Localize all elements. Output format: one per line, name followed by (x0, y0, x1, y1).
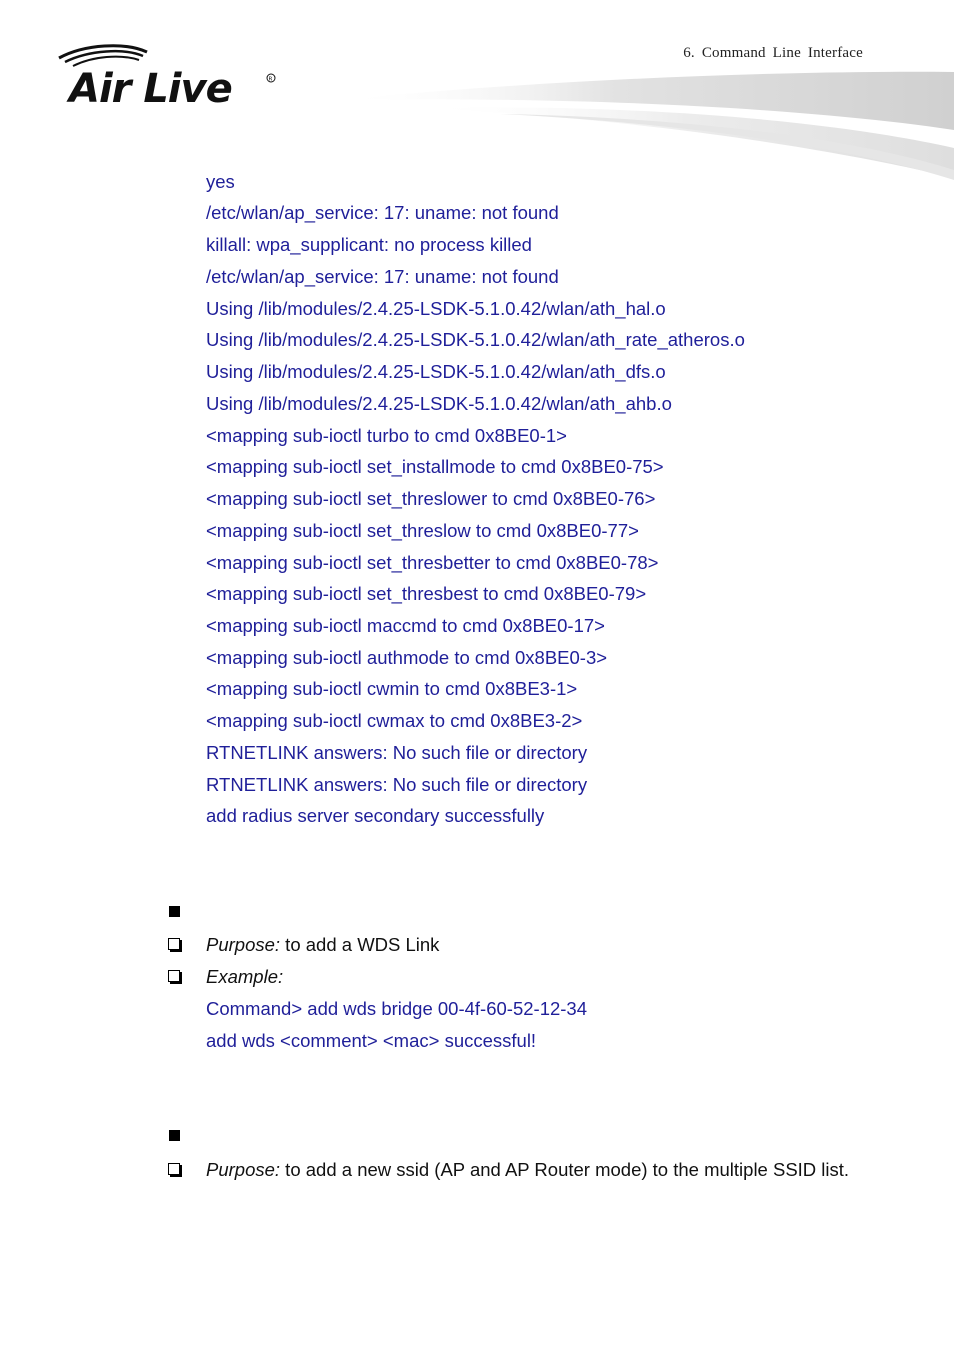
square-bullet-icon (169, 906, 180, 917)
purpose-text: to add a WDS Link (280, 934, 440, 955)
output-line: <mapping sub-ioctl set_installmode to cmd 0x8BE0-75> (206, 456, 664, 477)
purpose-line (206, 1159, 856, 1181)
example-command-line: Command> add wds bridge 00-4f-60-52-12-34 (206, 998, 588, 1019)
checkbox-bullet-icon (168, 938, 180, 950)
checkbox-bullet-icon (168, 970, 180, 982)
purpose-line (206, 934, 439, 956)
output-line: <mapping sub-ioctl set_thresbest to cmd 0x8BE0-79> (206, 583, 647, 604)
output-line: Using /lib/modules/2.4.25-LSDK-5.1.0.42/wlan/ath_rate_atheros.o (206, 329, 745, 350)
output-line: RTNETLINK answers: No such file or directory (206, 774, 588, 795)
output-line: <mapping sub-ioctl set_threslow to cmd 0x8BE0-77> (206, 520, 639, 541)
example-line (206, 966, 283, 988)
example-label: Example: (206, 966, 284, 987)
output-line: <mapping sub-ioctl cwmin to cmd 0x8BE3-1> (206, 678, 578, 699)
output-line: <mapping sub-ioctl authmode to cmd 0x8BE0-3> (206, 647, 608, 668)
output-line: yes (206, 171, 235, 192)
purpose-text: to add a new ssid (AP and AP Router mode) to the multiple SSID list. (280, 1159, 850, 1180)
output-line: Using /lib/modules/2.4.25-LSDK-5.1.0.42/wlan/ath_ahb.o (206, 393, 672, 414)
svg-text:Air Live: Air Live (69, 66, 232, 110)
checkbox-bullet-icon (168, 1163, 180, 1175)
example-output-line: add wds <comment> <mac> successful! (206, 1030, 537, 1051)
purpose-label: Purpose: (206, 1159, 281, 1180)
svg-text:R: R (268, 76, 273, 83)
output-line: <mapping sub-ioctl set_thresbetter to cmd 0x8BE0-78> (206, 552, 659, 573)
square-bullet-icon (169, 1130, 180, 1141)
output-line: RTNETLINK answers: No such file or directory (206, 742, 588, 763)
output-line: add radius server secondary successfully (206, 805, 545, 826)
output-line: killall: wpa_supplicant: no process killed (206, 234, 532, 255)
output-line: <mapping sub-ioctl cwmax to cmd 0x8BE3-2> (206, 710, 583, 731)
chapter-title: 6. Command Line Interface (683, 45, 863, 61)
output-line: /etc/wlan/ap_service: 17: uname: not found (206, 266, 559, 287)
output-line: Using /lib/modules/2.4.25-LSDK-5.1.0.42/wlan/ath_hal.o (206, 298, 666, 319)
output-line: <mapping sub-ioctl maccmd to cmd 0x8BE0-17> (206, 615, 605, 636)
output-line: Using /lib/modules/2.4.25-LSDK-5.1.0.42/wlan/ath_dfs.o (206, 361, 666, 382)
purpose-label: Purpose: (206, 934, 281, 955)
output-line: <mapping sub-ioctl turbo to cmd 0x8BE0-1> (206, 425, 567, 446)
output-line: <mapping sub-ioctl set_threslower to cmd 0x8BE0-76> (206, 488, 656, 509)
output-line: /etc/wlan/ap_service: 17: uname: not found (206, 202, 559, 223)
airlive-logo (55, 40, 285, 110)
